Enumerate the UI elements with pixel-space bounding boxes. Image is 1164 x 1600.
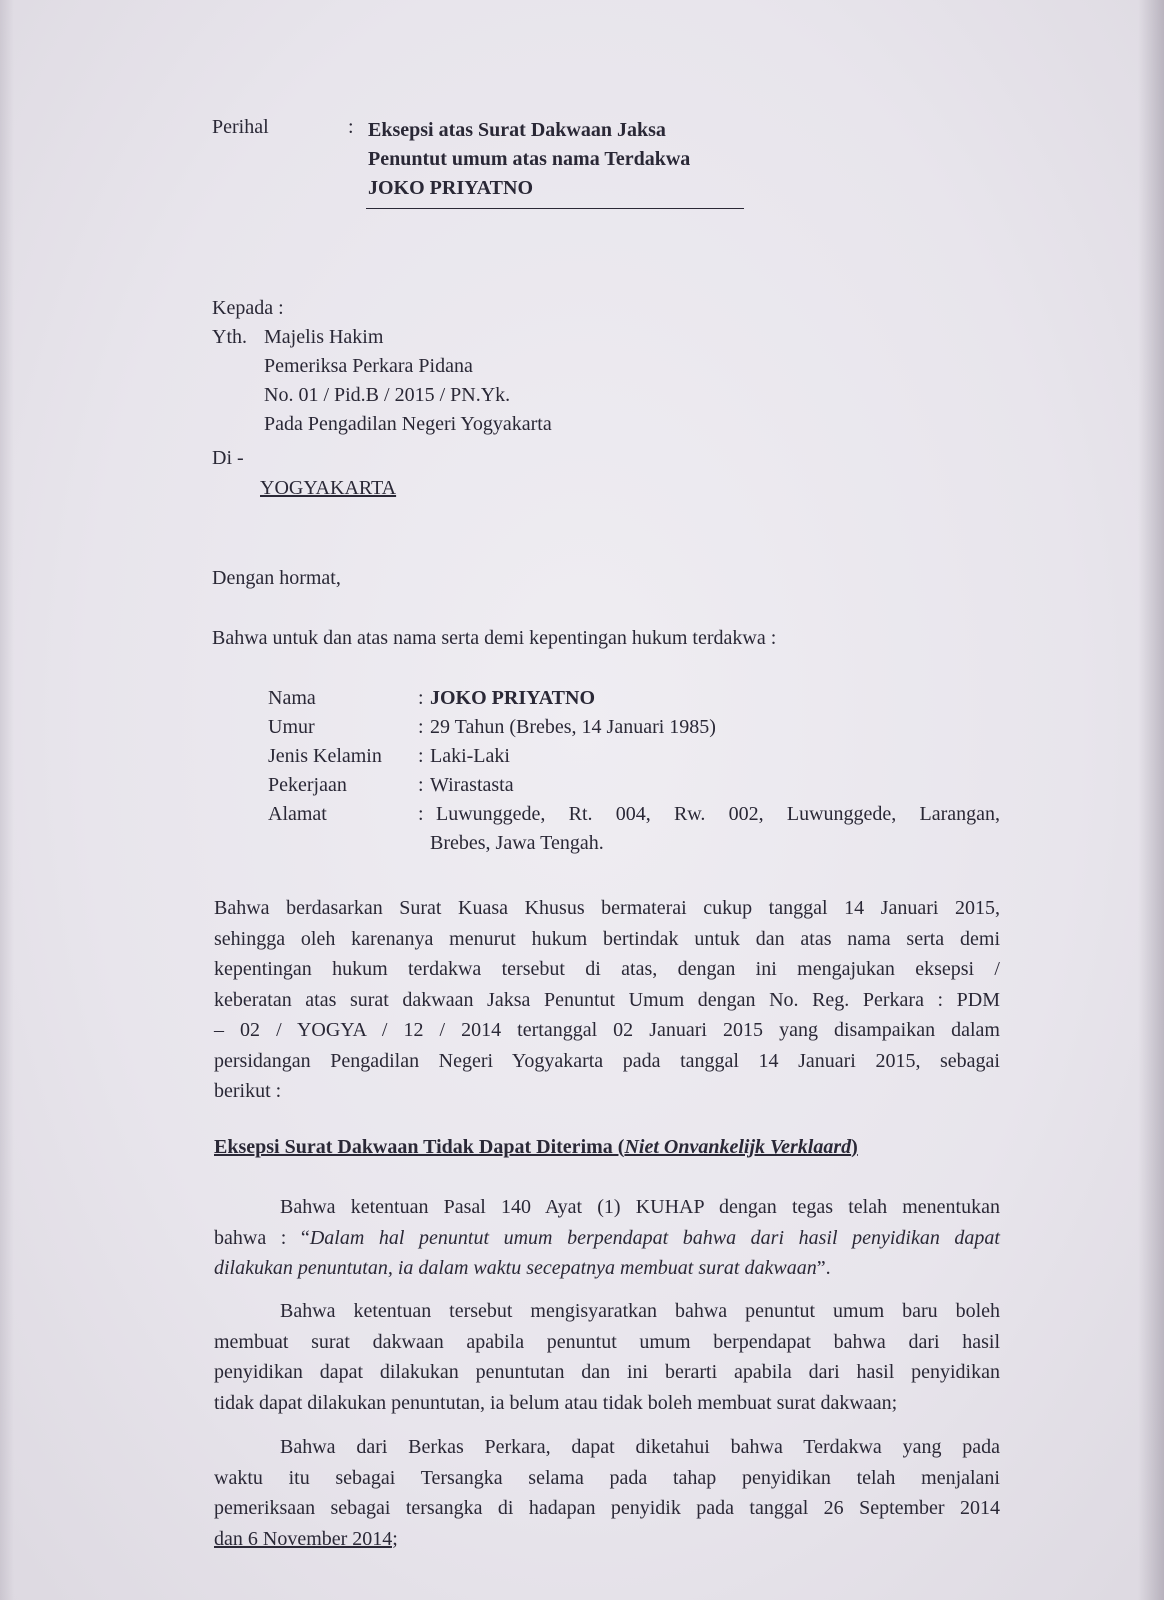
- yth-label: Yth.: [212, 326, 247, 348]
- identity-colon: :: [418, 745, 424, 767]
- identity-label: Pekerjaan: [268, 774, 347, 796]
- paragraph-pasal-140: [214, 1192, 1000, 1284]
- page-edge-shadow-left: [0, 0, 14, 1600]
- recipient-line: Majelis Hakim: [264, 326, 384, 348]
- identity-value-alamat: Luwunggede, Rt. 004, Rw. 002, Luwunggede, Larangan,: [436, 803, 1000, 825]
- paragraph-line: penyidikan dapat dilakukan penuntutan dan ini berarti apabila dari hasil penyidikan: [214, 1361, 1000, 1383]
- paragraph-line: persidangan Pengadilan Negeri Yogyakarta pada tanggal 14 Januari 2015, sebagai: [214, 1049, 1000, 1072]
- paragraph-line: Bahwa ketentuan tersebut mengisyaratkan bahwa penuntut umum baru boleh: [280, 1300, 1000, 1322]
- page-edge-shadow-right: [1138, 0, 1164, 1600]
- identity-colon: :: [418, 774, 424, 796]
- paragraph-ketentuan: [214, 1296, 1000, 1418]
- perihal-label: Perihal: [212, 116, 269, 138]
- perihal-line: Eksepsi atas Surat Dakwaan Jaksa: [368, 119, 666, 141]
- paragraph-line: pemeriksaan sebagai tersangka di hadapan penyidik pada tanggal 26 September 2014: [214, 1497, 1000, 1519]
- paragraph-line: waktu itu sebagai Tersangka selama pada tahap penyidikan telah menjalani: [214, 1466, 1000, 1489]
- di-label: Di -: [212, 447, 244, 469]
- perihal-colon: :: [348, 116, 354, 138]
- paragraph-line: keberatan atas surat dakwaan Jaksa Penuntut Umum dengan No. Reg. Perkara : PDM: [214, 988, 1000, 1011]
- paragraph-line: Bahwa ketentuan Pasal 140 Ayat (1) KUHAP dengan tegas telah menentukan: [280, 1196, 1000, 1218]
- perihal-line: Penuntut umum atas nama Terdakwa: [368, 148, 691, 170]
- identity-colon: :: [418, 716, 424, 738]
- quote-text: dilakukan penuntutan, ia dalam waktu secepatnya membuat surat dakwaan: [214, 1257, 817, 1279]
- paragraph-line: Bahwa berdasarkan Surat Kuasa Khusus bermaterai cukup tanggal 14 Januari 2015,: [214, 897, 1000, 919]
- heading-text: Eksepsi Surat Dakwaan Tidak Dapat Diterima (: [214, 1136, 625, 1158]
- quote-suffix: ”.: [816, 1257, 831, 1279]
- identity-value-nama: JOKO PRIYATNO: [430, 687, 596, 709]
- recipient-block: [264, 323, 552, 439]
- quote-prefix: bahwa : “: [214, 1226, 310, 1249]
- section-heading: [214, 1136, 858, 1159]
- recipient-line: Pemeriksa Perkara Pidana: [264, 355, 473, 377]
- perihal-underline: [366, 208, 744, 209]
- paragraph-berkas: [214, 1432, 1000, 1554]
- intro-sentence: Bahwa untuk dan atas nama serta demi kepentingan hukum terdakwa :: [212, 627, 777, 649]
- paragraph-line: [214, 1223, 1000, 1254]
- kepada-label: Kepada :: [212, 297, 284, 319]
- identity-label: Alamat: [268, 803, 327, 825]
- recipient-line: No. 01 / Pid.B / 2015 / PN.Yk.: [264, 384, 511, 406]
- paragraph-line: tidak dapat dilakukan penuntutan, ia belum atau tidak boleh membuat surat dakwaan;: [214, 1391, 898, 1414]
- paragraph-line: membuat surat dakwaan apabila penuntut umum berpendapat bahwa dari hasil: [214, 1330, 1000, 1353]
- recipient-line: Pada Pengadilan Negeri Yogyakarta: [264, 413, 552, 435]
- identity-value-jenis-kelamin: Laki-Laki: [430, 745, 510, 767]
- heading-italic: Niet Onvankelijk Verklaard: [624, 1136, 852, 1158]
- paragraph-line: berikut :: [214, 1080, 282, 1102]
- heading-close: ): [851, 1136, 858, 1158]
- paragraph-line: dan 6 November 2014;: [214, 1527, 398, 1550]
- paragraph-kuasa: [214, 893, 1000, 1107]
- identity-colon: :: [418, 687, 424, 709]
- identity-value-umur: 29 Tahun (Brebes, 14 Januari 1985): [430, 716, 716, 738]
- perihal-line: JOKO PRIYATNO: [368, 177, 534, 199]
- paragraph-line: kepentingan hukum terdakwa tersebut di atas, dengan ini mengajukan eksepsi /: [214, 958, 1000, 980]
- paragraph-line: sehingga oleh karenanya menurut hukum bertindak untuk dan atas nama serta demi: [214, 927, 1000, 950]
- quote-text: Dalam hal penuntut umum berpendapat bahwa dari hasil penyidikan dapat: [309, 1226, 1000, 1249]
- identity-label: Umur: [268, 716, 315, 738]
- identity-value-pekerjaan: Wirastasta: [430, 774, 514, 796]
- city-label: YOGYAKARTA: [260, 477, 397, 499]
- paragraph-line: [214, 1253, 1000, 1284]
- perihal-subject: [368, 116, 690, 203]
- identity-label: Jenis Kelamin: [268, 745, 382, 767]
- identity-value-alamat-cont: Brebes, Jawa Tengah.: [430, 832, 604, 854]
- identity-label: Nama: [268, 687, 316, 709]
- identity-colon: :: [418, 803, 424, 825]
- paragraph-line: Bahwa dari Berkas Perkara, dapat diketahui bahwa Terdakwa yang pada: [280, 1436, 1000, 1458]
- paragraph-line: – 02 / YOGYA / 12 / 2014 tertanggal 02 Januari 2015 yang disampaikan dalam: [214, 1019, 1000, 1041]
- greeting: Dengan hormat,: [212, 567, 341, 589]
